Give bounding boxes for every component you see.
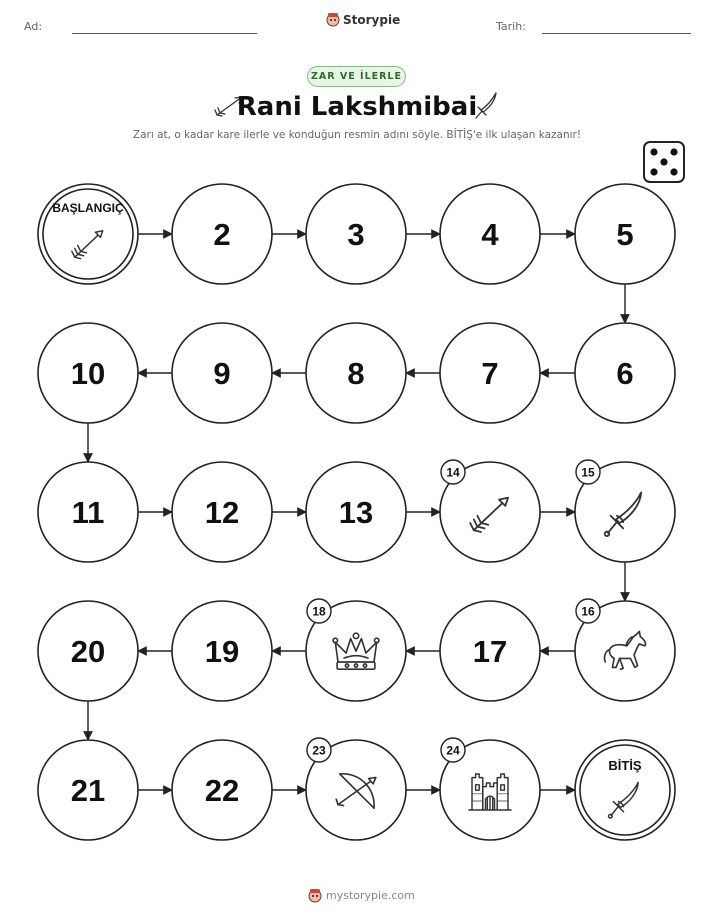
square-number: 6 (616, 356, 634, 391)
board-square-3[interactable] (306, 184, 406, 284)
board-square-5[interactable] (575, 184, 675, 284)
board-square-20[interactable] (38, 601, 138, 701)
board-square-22[interactable] (172, 740, 272, 840)
square-number: 17 (472, 634, 508, 669)
footer-url[interactable]: mystorypie.com (326, 889, 415, 902)
square-number: 9 (213, 356, 231, 391)
square-number-badge: 18 (312, 604, 326, 619)
activity-badge: ZAR VE İLERLE (307, 66, 406, 87)
footer (308, 888, 415, 903)
name-label: Ad: (24, 20, 43, 33)
dice-pip (650, 168, 657, 175)
board-square-2[interactable] (172, 184, 272, 284)
page-title: Rani Lakshmibai (236, 92, 478, 122)
board-square-21[interactable] (38, 740, 138, 840)
start-label: BAŞLANGIÇ (52, 201, 124, 215)
board-square-4[interactable] (440, 184, 540, 284)
board-square-13[interactable] (306, 462, 406, 562)
square-number: 7 (481, 356, 499, 391)
square-number-badge: 15 (581, 465, 595, 480)
board-square-19[interactable] (172, 601, 272, 701)
brand-name: Storypie (343, 12, 401, 27)
board-square-25[interactable] (575, 740, 675, 840)
square-number: 20 (70, 634, 106, 669)
square-number-badge: 16 (581, 604, 595, 619)
dice-pip (650, 148, 657, 155)
board-square-6[interactable] (575, 323, 675, 423)
finish-label: BİTİŞ (608, 758, 642, 773)
square-number: 11 (71, 495, 105, 530)
board-square-10[interactable] (38, 323, 138, 423)
square-number: 3 (347, 217, 365, 252)
square-number-badge: 14 (446, 465, 460, 480)
board-square-7[interactable] (440, 323, 540, 423)
board-square-16[interactable] (575, 599, 675, 701)
square-number: 12 (204, 495, 240, 530)
board-square-12[interactable] (172, 462, 272, 562)
dice-pip (660, 158, 667, 165)
square-number: 5 (616, 217, 634, 252)
dice-pip (670, 148, 677, 155)
board-square-18[interactable] (306, 599, 406, 701)
board-square-1[interactable] (38, 184, 138, 284)
board-square-9[interactable] (172, 323, 272, 423)
square-number: 19 (204, 634, 240, 669)
board-square-15[interactable] (575, 460, 675, 562)
square-number: 22 (204, 773, 240, 808)
board-square-24[interactable] (440, 738, 540, 840)
board-square-23[interactable] (306, 738, 406, 840)
dice-icon (644, 142, 684, 182)
board-square-11[interactable] (38, 462, 138, 562)
board-square-14[interactable] (440, 460, 540, 562)
date-label: Tarih: (496, 20, 526, 33)
dice-pip (670, 168, 677, 175)
square-number: 8 (347, 356, 365, 391)
square-number: 21 (70, 773, 106, 808)
square-number: 13 (338, 495, 374, 530)
square-number: 2 (213, 217, 231, 252)
square-number: 4 (481, 217, 499, 252)
square-number-badge: 24 (446, 743, 460, 758)
square-number-badge: 23 (312, 743, 326, 758)
board-squares (38, 184, 675, 840)
instructions: Zarı at, o kadar kare ilerle ve konduğun resmin adını söyle. BİTİŞ'e ilk ulaşan kazanır! (132, 129, 582, 141)
board-square-17[interactable] (440, 601, 540, 701)
board-square-8[interactable] (306, 323, 406, 423)
storypie-mascot-icon (308, 888, 322, 903)
square-number: 10 (70, 356, 106, 391)
